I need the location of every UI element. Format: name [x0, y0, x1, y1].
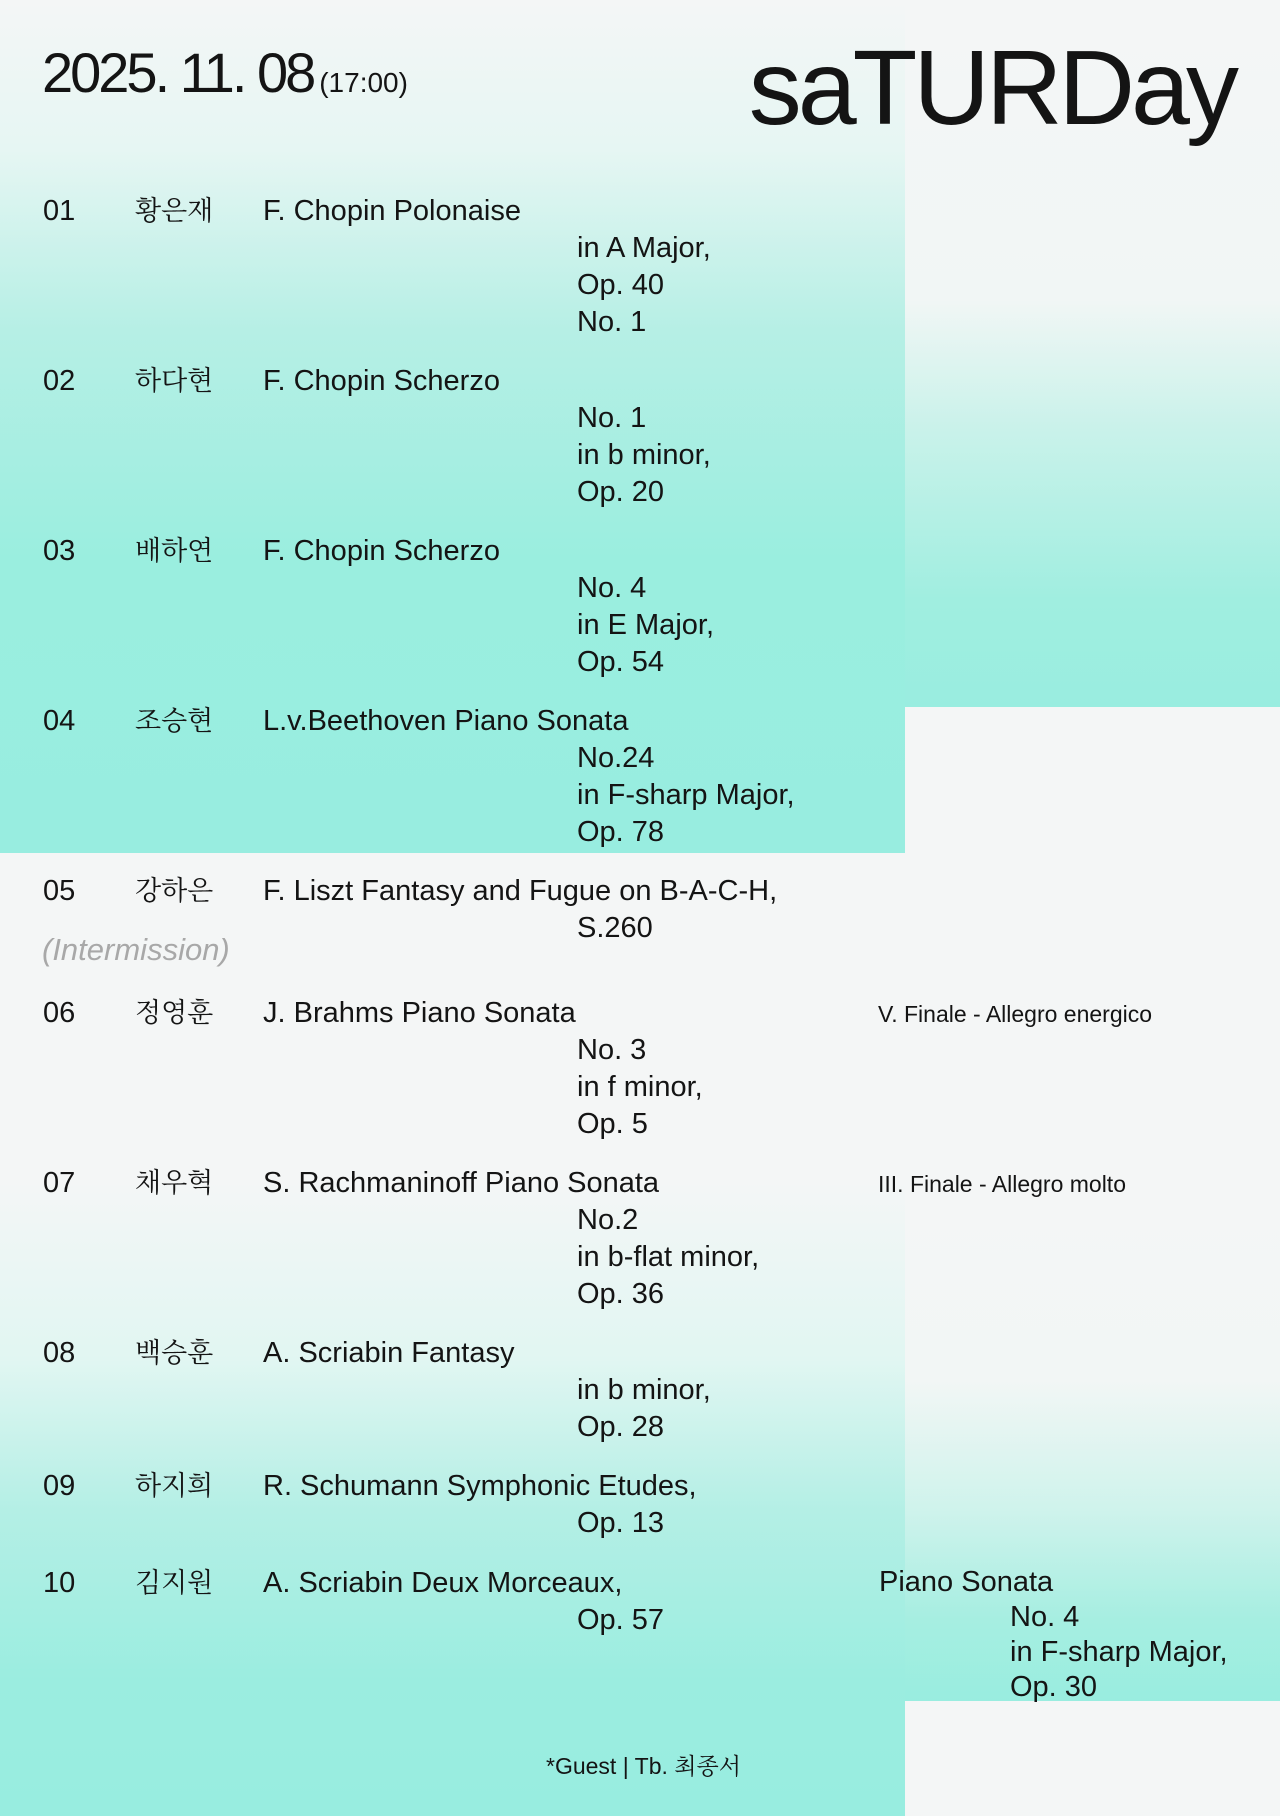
- performer-name: 백승훈: [135, 1338, 214, 1368]
- program-number: 05: [43, 875, 76, 907]
- program-item: [0, 1468, 1280, 1539]
- work-details: [577, 1032, 703, 1143]
- program-item: [0, 1165, 1280, 1310]
- program-item: [0, 533, 1280, 678]
- work-title: L.v.Beethoven Piano Sonata: [263, 705, 629, 737]
- work-title: F. Chopin Polonaise: [263, 195, 521, 227]
- program-number: 07: [43, 1167, 76, 1199]
- program-number: 10: [43, 1567, 76, 1599]
- program-item: [0, 703, 1280, 848]
- work-title: A. Scriabin Deux Morceaux,: [263, 1567, 623, 1599]
- work-details: [577, 1372, 711, 1446]
- program-number: 04: [43, 705, 76, 737]
- program-item: [0, 995, 1280, 1140]
- work-details: [577, 910, 653, 947]
- program-item: [0, 193, 1280, 338]
- date-text: 2025. 11. 08: [42, 41, 314, 104]
- intermission-label: (Intermission): [42, 932, 230, 967]
- work-detail-line: in f minor,: [577, 1071, 703, 1103]
- concert-time: (17:00): [319, 67, 408, 98]
- performer-name: 조승현: [135, 706, 214, 736]
- work-detail-line: No. 3: [577, 1034, 647, 1066]
- weekday-title: saTURDay: [748, 29, 1235, 147]
- work-detail-line: Op. 54: [577, 646, 665, 678]
- work-title: F. Chopin Scherzo: [263, 535, 500, 567]
- work-detail-line: in b-flat minor,: [577, 1241, 760, 1273]
- work-detail-line: Op. 20: [577, 476, 665, 508]
- program-item: [0, 1335, 1280, 1443]
- work-detail-line: in E Major,: [577, 609, 714, 641]
- extra-piece-detail-line: No. 4: [1010, 1601, 1080, 1633]
- program-number: 09: [43, 1470, 76, 1502]
- movement-note: V. Finale - Allegro energico: [878, 1001, 1153, 1027]
- program-item: [0, 873, 1280, 944]
- work-detail-line: Op. 13: [577, 1507, 665, 1539]
- work-detail-line: in b minor,: [577, 439, 711, 471]
- performer-name: 황은재: [135, 196, 214, 226]
- performer-name: 채우혁: [135, 1168, 214, 1198]
- extra-piece-details: [1010, 1600, 1228, 1705]
- program-number: 08: [43, 1337, 76, 1369]
- concert-date: [42, 40, 408, 105]
- work-detail-line: Op. 78: [577, 816, 665, 848]
- work-details: [577, 400, 711, 511]
- work-details: [577, 1602, 664, 1639]
- work-detail-line: Op. 57: [577, 1604, 665, 1636]
- work-details: [577, 1505, 664, 1542]
- work-detail-line: Op. 40: [577, 269, 665, 301]
- work-detail-line: in b minor,: [577, 1374, 711, 1406]
- work-detail-line: S.260: [577, 912, 653, 944]
- extra-piece-title: Piano Sonata: [879, 1566, 1054, 1598]
- performer-name: 정영훈: [135, 998, 214, 1028]
- program-number: 03: [43, 535, 76, 567]
- performer-name: 하다현: [135, 366, 214, 396]
- performer-name: 강하은: [135, 876, 214, 906]
- guest-credit: *Guest | Tb. 최종서: [546, 1753, 741, 1779]
- work-detail-line: No.24: [577, 742, 655, 774]
- program-number: 02: [43, 365, 76, 397]
- work-title: F. Liszt Fantasy and Fugue on B-A-C-H,: [263, 875, 778, 907]
- extra-piece-detail-line: Op. 30: [1010, 1671, 1098, 1703]
- program-number: 06: [43, 997, 76, 1029]
- work-details: [577, 570, 714, 681]
- performer-name: 김지원: [135, 1568, 214, 1598]
- program-number: 01: [43, 195, 76, 227]
- work-detail-line: No. 4: [577, 572, 647, 604]
- movement-note: III. Finale - Allegro molto: [878, 1171, 1126, 1197]
- work-title: S. Rachmaninoff Piano Sonata: [263, 1167, 660, 1199]
- extra-piece-detail-line: in F-sharp Major,: [1010, 1636, 1228, 1668]
- work-detail-line: in F-sharp Major,: [577, 779, 795, 811]
- work-details: [577, 740, 795, 851]
- work-title: F. Chopin Scherzo: [263, 365, 500, 397]
- work-detail-line: No.2: [577, 1204, 639, 1236]
- work-title: R. Schumann Symphonic Etudes,: [263, 1470, 697, 1502]
- work-details: [577, 230, 711, 341]
- work-title: A. Scriabin Fantasy: [263, 1337, 515, 1369]
- work-detail-line: Op. 5: [577, 1108, 648, 1140]
- work-detail-line: No. 1: [577, 402, 647, 434]
- work-detail-line: in A Major,: [577, 232, 711, 264]
- performer-name: 하지희: [135, 1471, 214, 1501]
- work-details: [577, 1202, 759, 1313]
- performer-name: 배하연: [135, 536, 214, 566]
- work-detail-line: No. 1: [577, 306, 647, 338]
- work-detail-line: Op. 28: [577, 1411, 665, 1443]
- work-title: J. Brahms Piano Sonata: [263, 997, 576, 1029]
- work-detail-line: Op. 36: [577, 1278, 665, 1310]
- program-item: [0, 363, 1280, 508]
